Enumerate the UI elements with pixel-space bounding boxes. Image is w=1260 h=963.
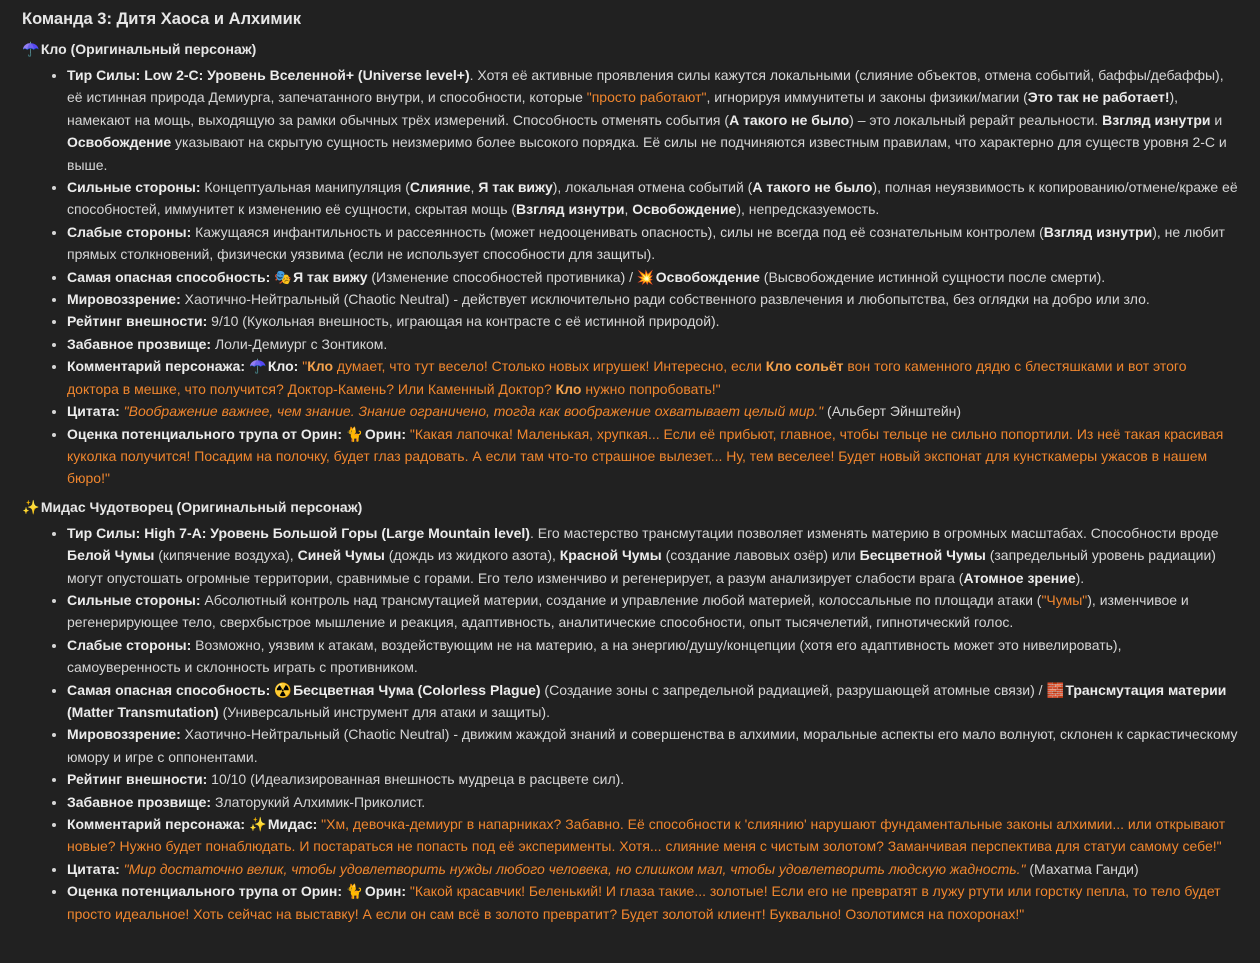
tier-value: High 7-A: Уровень Большой Горы (Large Mountain level) (144, 524, 530, 541)
list-item-nickname: • Забавное прозвище: Златорукий Алхимик-Приколист. (67, 791, 1238, 813)
list-item-looks: • Рейтинг внешности: 10/10 (Идеализированная внешность мудреца в расцвете сил). (67, 768, 1238, 790)
list-item-danger: • Самая опасная способность: 🎭 Я так вижу (Изменение способностей противника) / 💥 Освобождение (Высвобождение истинной сущности после смерти). (67, 266, 1238, 288)
field-label: Тир Силы: (67, 67, 141, 83)
field-label: Цитата: (67, 860, 120, 877)
character-details-klo (22, 64, 1238, 490)
cat-icon: 🐈 (345, 425, 364, 442)
list-item-danger: • Самая опасная способность: ☢️ Бесцветная Чума (Colorless Plague) (Создание зоны с запредельной радиацией, разрушающей атомные связи) / 🧱 Трансмутация материи (Matter Transmutation) (Универсальный инструмент для атаки и защиты). (67, 679, 1238, 724)
orin-comment-text: "Какая лапочка! Маленькая, хрупкая... Если её прибьют, главное, чтобы тельце не сильно попортили. Из неё такая красивая куколка получится! Посадим на полочку, будет глаз радовать. А если там что-то страшное вылезет... Ну, тем веселее! Будет новый экспонат для кунсткамеры ужасов в нашем бюро!" (67, 425, 1224, 487)
list-item-alignment: • Мировоззрение: Хаотично-Нейтральный (Chaotic Neutral) - действует исключительно ради собственного развлечения и любопытства, без оглядки на добро или зло. (67, 288, 1238, 310)
umbrella-icon: ☂️ (22, 41, 40, 57)
field-label: Самая опасная способность: (67, 268, 271, 285)
orin-comment-text: "Какой красавчик! Беленький! И глаза такие... золотые! Если его не превратят в лужу ртути или горстку пепла, то тело будет просто идеальное! Хоть сейчас на выставку! А если он сам всё в золото превратит? Будет золотой клиент! Буквально! Озолотимся на похоронах!" (67, 883, 1221, 922)
tier-value: Low 2-C: Уровень Вселенной+ (Universe level+) (144, 67, 470, 83)
quote-text: "Мир достаточно велик, чтобы удовлетворить нужды любого человека, но слишком мал, чтобы удовлетворить людскую жадность." (123, 860, 1026, 877)
team-title: Команда 3: Дитя Хаоса и Алхимик (22, 10, 301, 28)
field-label: Комментарий персонажа: (67, 816, 246, 832)
list-item-weaknesses: • Слабые стороны: Возможно, уязвим к атакам, воздействующим не на материю, а на энергию/душу/концепции (хотя его адаптивность может это нивелировать), самоуверенность и склонность играть с противником. (67, 634, 1238, 679)
field-label: Сильные стороны: (67, 179, 201, 196)
character-name: Кло (Оригинальный персонаж) (40, 41, 257, 57)
character-details-midas (22, 522, 1238, 925)
list-item-comment: • Комментарий персонажа: ✨ Мидас: "Хм, девочка-демиург в напарниках? Забавно. Её способности к 'слиянию' нарушают фундаментальные законы алхимии... или открывают новые? Нужно будет понаблюдать. И постараться не попасть под её эксперименты. Хотя... слияние меня с чистым золотом? Заманчивая перспектива для статуи самому себе!" (67, 813, 1238, 858)
list-item-nickname: • Забавное прозвище: Лоли-Демиург с Зонтиком. (67, 333, 1238, 355)
list-item-looks: • Рейтинг внешности: 9/10 (Кукольная внешность, играющая на контрасте с её истинной природой). (67, 310, 1238, 332)
character-comment-text: "Кло думает, что тут весело! Столько новых игрушек! Интересно, если Кло сольёт вон того каменного дядю с блестяшками и вот этого доктора в мешке, что получится? Доктор-Камень? Или Каменный Доктор? Кло нужно попробовать!" (67, 358, 1187, 397)
list-item-tier: • Тир Силы: Low 2-C: Уровень Вселенной+ (Universe level+). Хотя её активные проявления силы кажутся локальными (слияние объектов, отмена событий, баффы/дебаффы), её истинная природа Демиурга, запечатанного внутри, и способности, которые "просто работают", игнорируя иммунитеты и законы физики/магии (Это так не работает!), намекают на мощь, выходящую за рамки обычных трёх измерений. Способность отменять события (А такого не было) – это локальный рерайт реальности. Взгляд изнутри и Освобождение указывают на скрытую сущность неизмеримо более высокого порядка. Её силы не подчиняются известным правилам, что характерно для существ уровня 2-С и выше. (67, 64, 1238, 176)
quote-text: "Воображение важнее, чем знание. Знание ограничено, тогда как воображение охватывает целый мир." (123, 403, 824, 420)
sparkles-icon: ✨ (22, 498, 40, 515)
quote-author: (Альберт Эйнштейн) (823, 403, 962, 420)
character-heading-midas (22, 496, 1238, 518)
field-label: Тир Силы: (67, 524, 141, 541)
character-heading-klo (22, 38, 1238, 60)
character-comment-text: "Хм, девочка-демиург в напарниках? Забавно. Её способности к 'слиянию' нарушают фундаментальные законы алхимии... или открывают новые? Нужно будет понаблюдать. И постараться не попасть под её эксперименты. Хотя... слияние меня с чистым золотом? Заманчивая перспектива для статуи самому себе!" (67, 816, 1226, 855)
list-item-strengths: • Сильные стороны: Абсолютный контроль над трансмутацией материи, создание и управление любой материей, колоссальные по площади атаки ("Чумы"), изменчивое и регенерирующее тело, сверхбыстрое мышление и реакция, адаптивность, аналитические способности, опыт тысячелетий, гипнотический голос. (67, 589, 1238, 634)
explosion-icon: 💥 (636, 268, 655, 285)
theater-masks-icon: 🎭 (274, 268, 292, 285)
umbrella-icon: ☂️ (248, 358, 267, 375)
field-label: Мировоззрение: (67, 726, 181, 743)
field-label: Оценка потенциального трупа от Орин: (67, 425, 343, 442)
field-label: Рейтинг внешности: (67, 313, 208, 330)
list-item-orin: • Оценка потенциального трупа от Орин: 🐈 Орин: "Какой красавчик! Беленький! И глаза такие... золотые! Если его не превратят в лужу ртути или горстку пепла, то тело будет просто идеальное! Хоть сейчас на выставку! А если он сам всё в золото превратит? Будет золотой клиент! Буквально! Озолотимся на похоронах!" (67, 880, 1238, 925)
radiation-icon: ☢️ (274, 681, 292, 698)
list-item-quote (67, 400, 1238, 422)
quote-author: (Махатма Ганди) (1025, 860, 1139, 877)
field-label: Цитата: (67, 403, 120, 420)
field-label: Забавное прозвище: (67, 793, 212, 810)
field-label: Самая опасная способность: (67, 681, 271, 698)
list-item-weaknesses: • Слабые стороны: Кажущаяся инфантильность и рассеянность (может недооценивать опасность), силы не всегда под её сознательным контролем (Взгляд изнутри), не любит прямых столкновений, физически уязвима (если не использует способности для защиты). (67, 221, 1238, 266)
list-item-alignment: • Мировоззрение: Хаотично-Нейтральный (Chaotic Neutral) - движим жаждой знаний и совершенства в алхимии, моральные аспекты его мало волнуют, склонен к саркастическому юмору и игре с оппонентами. (67, 723, 1238, 768)
field-label: Слабые стороны: (67, 636, 192, 653)
brick-icon: 🧱 (1046, 681, 1064, 698)
cat-icon: 🐈 (345, 883, 364, 900)
field-label: Забавное прозвище: (67, 335, 212, 352)
field-label: Слабые стороны: (67, 223, 192, 240)
field-label: Сильные стороны: (67, 591, 201, 608)
field-label: Рейтинг внешности: (67, 771, 208, 788)
list-item-comment: • Комментарий персонажа: ☂️ Кло: "Кло думает, что тут весело! Столько новых игрушек! Интересно, если Кло сольёт вон того каменного дядю с блестяшками и вот этого доктора в мешке, что получится? Доктор-Камень? Или Каменный Доктор? Кло нужно попробовать!" (67, 355, 1238, 400)
list-item-orin: • Оценка потенциального трупа от Орин: 🐈 Орин: "Какая лапочка! Маленькая, хрупкая... Если её прибьют, главное, чтобы тельце не сильно попортили. Из неё такая красивая куколка получится! Посадим на полочку, будет глаз радовать. А если там что-то страшное вылезет... Ну, тем веселее! Будет новый экспонат для кунсткамеры ужасов в нашем бюро!" (67, 423, 1238, 490)
list-item-tier: • Тир Силы: High 7-A: Уровень Большой Горы (Large Mountain level). Его мастерство трансмутации позволяет изменять материю в огромных масштабах. Способности вроде Белой Чумы (кипячение воздуха), Синей Чумы (дождь из жидкого азота), Красной Чумы (создание лавовых озёр) или Бесцветной Чумы (запредельный уровень радиации) могут опустошать огромные территории, сравнимые с горами. Его тело изменчиво и регенерирует, а разум анализирует слабости врага (Атомное зрение). (67, 522, 1238, 589)
field-label: Мировоззрение: (67, 291, 181, 308)
field-label: Комментарий персонажа: (67, 358, 246, 375)
sparkles-icon: ✨ (248, 816, 267, 832)
list-item-strengths: • Сильные стороны: Концептуальная манипуляция (Слияние, Я так вижу), локальная отмена событий (А такого не было), полная неуязвимость к копированию/отмене/краже её способностей, иммунитет к изменению её сущности, скрытая мощь (Взгляд изнутри, Освобождение), непредсказуемость. (67, 176, 1238, 221)
list-item-quote (67, 858, 1238, 880)
field-label: Оценка потенциального трупа от Орин: (67, 883, 343, 900)
character-name: Мидас Чудотворец (Оригинальный персонаж) (40, 498, 363, 515)
